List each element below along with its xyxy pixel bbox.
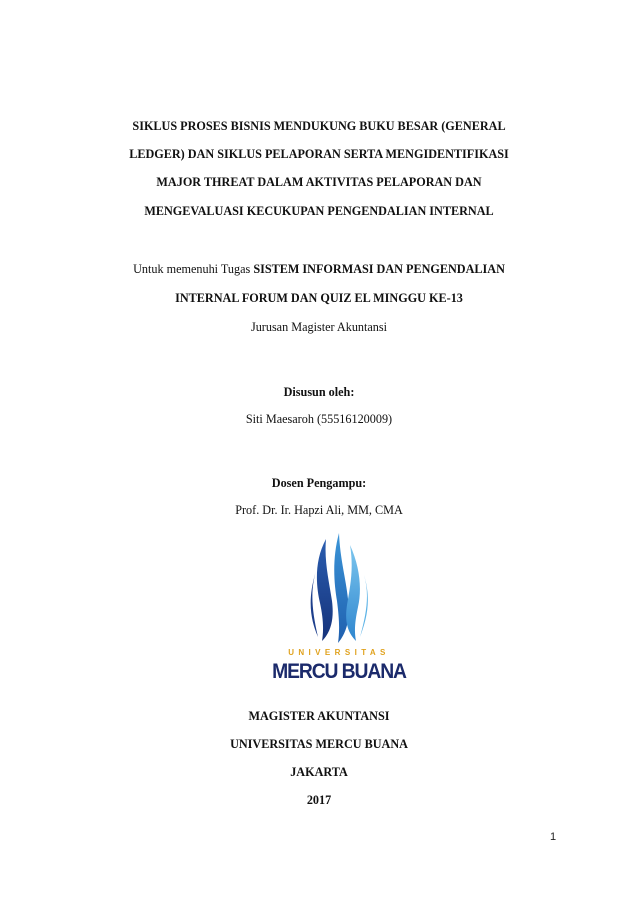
author-label: Disusun oleh: xyxy=(283,385,355,399)
assignment-prefix: Untuk memenuhi Tugas xyxy=(133,262,254,276)
program-name: MAGISTER AKUNTANSI xyxy=(248,709,390,723)
course-name-part-2: INTERNAL FORUM DAN QUIZ EL MINGGU KE-13 xyxy=(175,291,463,305)
title-line-3: MAJOR THREAT DALAM AKTIVITAS PELAPORAN DAN xyxy=(156,175,482,189)
author-name: Siti Maesaroh (55516120009) xyxy=(245,412,393,426)
city-name: JAKARTA xyxy=(290,765,348,779)
lecturer-name: Prof. Dr. Ir. Hapzi Ali, MM, CMA xyxy=(235,503,403,517)
course-name-part-1: SISTEM INFORMASI DAN PENGENDALIAN xyxy=(253,262,505,276)
department-text: Jurusan Magister Akuntansi xyxy=(250,320,388,334)
university-logo xyxy=(266,531,412,691)
university-name: UNIVERSITAS MERCU BUANA xyxy=(230,737,408,751)
flame-icon xyxy=(266,531,412,647)
logo-name-text: MERCU BUANA xyxy=(272,660,406,683)
page-number: 1 xyxy=(550,831,557,843)
title-line-4: MENGEVALUASI KECUKUPAN PENGENDALIAN INTERNAL xyxy=(144,204,494,218)
title-line-2: LEDGER) DAN SIKLUS PELAPORAN SERTA MENGIDENTIFIKASI xyxy=(129,147,509,161)
lecturer-label: Dosen Pengampu: xyxy=(271,476,367,490)
year-text: 2017 xyxy=(306,793,332,807)
title-line-1: SIKLUS PROSES BISNIS MENDUKUNG BUKU BESAR (GENERAL xyxy=(132,119,506,133)
logo-univ-text: UNIVERSITAS xyxy=(288,648,390,657)
assignment-line-1 xyxy=(0,261,638,277)
